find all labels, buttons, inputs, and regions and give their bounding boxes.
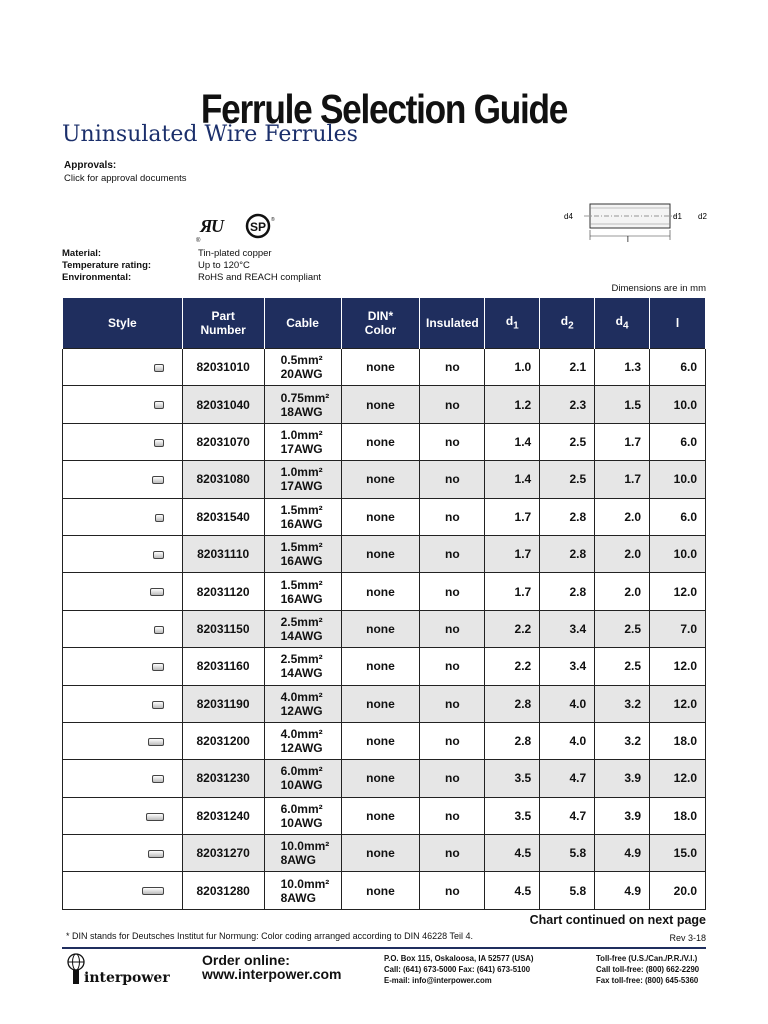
style-cell [63,573,183,610]
table-row [63,835,706,872]
l-cell: 18.0 [650,797,706,834]
l-cell: 12.0 [650,760,706,797]
part-number-cell: 82031280 [182,872,264,909]
header-d2: $d_2$ [540,298,595,349]
d1-cell: 2.2 [485,648,540,685]
diagram-d1-label: d1 [673,212,682,221]
ferrule-icon [152,701,164,709]
ferrule-icon [154,626,164,634]
insulated-cell: no [420,722,485,759]
din-color-cell: none [341,461,420,498]
table-row [63,423,706,460]
ferrule-icon [153,551,164,559]
style-cell [63,349,183,386]
style-cell [63,610,183,647]
part-number-cell: 82031270 [182,835,264,872]
style-cell [63,648,183,685]
ferrule-icon [154,439,164,447]
insulated-cell: no [420,573,485,610]
tollfree-call: Call toll-free: (800) 662-2290 [596,965,700,974]
l-cell: 12.0 [650,685,706,722]
d2-cell: 2.8 [540,498,595,535]
din-color-cell: none [341,423,420,460]
table-row [63,535,706,572]
d1-cell: 3.5 [485,760,540,797]
ferrule-icon [154,364,164,372]
d4-cell: 2.5 [595,610,650,647]
l-cell: 20.0 [650,872,706,909]
page-subtitle: Uninsulated Wire Ferrules [62,122,358,147]
d1-cell: 2.2 [485,610,540,647]
cable-cell: 0.75mm² 18AWG [264,386,341,423]
table-row [63,760,706,797]
ferrule-dimension-diagram [560,198,710,244]
d1-cell: 1.0 [485,349,540,386]
insulated-cell: no [420,461,485,498]
cable-cell: 6.0mm² 10AWG [264,760,341,797]
table-row [63,685,706,722]
part-number-cell: 82031240 [182,797,264,834]
part-number-cell: 82031110 [182,535,264,572]
header-style: Style [63,298,183,349]
svg-text:®: ® [271,217,275,223]
cable-cell: 2.5mm² 14AWG [264,648,341,685]
insulated-cell: no [420,648,485,685]
style-cell [63,685,183,722]
style-cell [63,872,183,909]
ferrule-icon [152,663,164,671]
d4-cell: 2.0 [595,573,650,610]
l-cell: 10.0 [650,386,706,423]
table-row [63,386,706,423]
d4-cell: 1.7 [595,423,650,460]
l-cell: 6.0 [650,423,706,460]
insulated-cell: no [420,797,485,834]
d1-cell: 1.4 [485,423,540,460]
style-cell [63,461,183,498]
approval-documents-link[interactable]: Click for approval documents [64,173,187,184]
d2-cell: 3.4 [540,610,595,647]
din-color-cell: none [341,722,420,759]
ferrule-icon [150,588,164,596]
style-cell [63,535,183,572]
approvals-heading: Approvals: [64,160,117,171]
cable-cell: 1.5mm² 16AWG [264,535,341,572]
header-d1: $d_1$ [485,298,540,349]
d2-cell: 2.1 [540,349,595,386]
insulated-cell: no [420,349,485,386]
part-number-cell: 82031070 [182,423,264,460]
d1-cell: 1.2 [485,386,540,423]
material-value: Tin-plated copper [198,248,272,259]
style-cell [63,835,183,872]
cable-cell: 1.0mm² 17AWG [264,423,341,460]
order-online-label: Order online: [202,952,290,968]
din-color-cell: none [341,573,420,610]
header-l: l [650,298,706,349]
continued-note: Chart continued on next page [529,913,706,927]
d4-cell: 1.3 [595,349,650,386]
material-label: Material: [62,248,102,259]
environmental-value: RoHS and REACH compliant [198,272,322,283]
ferrule-icon [142,887,164,895]
table-header-row [63,298,706,349]
insulated-cell: no [420,535,485,572]
svg-text:SP: SP [250,220,267,234]
style-cell [63,423,183,460]
din-color-cell: none [341,797,420,834]
header-din-color: DIN* Color [341,298,420,349]
address-line: P.O. Box 115, Oskaloosa, IA 52577 (USA) [384,954,534,963]
d4-cell: 3.2 [595,685,650,722]
d2-cell: 3.4 [540,648,595,685]
diagram-d2-label: d2 [698,212,707,221]
cable-cell: 4.0mm² 12AWG [264,685,341,722]
d1-cell: 2.8 [485,685,540,722]
l-cell: 10.0 [650,535,706,572]
table-row [63,498,706,535]
part-number-cell: 82031230 [182,760,264,797]
d1-cell: 1.7 [485,573,540,610]
d1-cell: 4.5 [485,835,540,872]
table-row [63,872,706,909]
din-color-cell: none [341,535,420,572]
part-number-cell: 82031200 [182,722,264,759]
d4-cell: 1.7 [595,461,650,498]
tollfree-heading: Toll-free (U.S./Can./P.R./V.I.) [596,954,698,963]
cable-cell: 1.0mm² 17AWG [264,461,341,498]
insulated-cell: no [420,610,485,647]
din-color-cell: none [341,386,420,423]
style-cell [63,498,183,535]
d2-cell: 2.8 [540,535,595,572]
svg-text:®: ® [196,238,201,244]
cable-cell: 2.5mm² 14AWG [264,610,341,647]
part-number-cell: 82031150 [182,610,264,647]
d2-cell: 2.3 [540,386,595,423]
page-title: Ferrule Selection Guide [200,86,568,132]
insulated-cell: no [420,685,485,722]
din-color-cell: none [341,760,420,797]
table-row [63,461,706,498]
l-cell: 12.0 [650,573,706,610]
email-link[interactable]: E-mail: info@interpower.com [384,976,492,985]
footer-divider [62,947,706,949]
cable-cell: 0.5mm² 20AWG [264,349,341,386]
d2-cell: 2.8 [540,573,595,610]
din-color-cell: none [341,872,420,909]
l-cell: 18.0 [650,722,706,759]
svg-text:Я: Я [200,216,213,236]
l-cell: 12.0 [650,648,706,685]
ferrule-icon [146,813,164,821]
cable-cell: 4.0mm² 12AWG [264,722,341,759]
d4-cell: 4.9 [595,872,650,909]
ferrule-icon [152,476,164,484]
table-row [63,349,706,386]
cable-cell: 10.0mm² 8AWG [264,835,341,872]
d2-cell: 5.8 [540,835,595,872]
din-color-cell: none [341,835,420,872]
header-cable: Cable [264,298,341,349]
d4-cell: 3.2 [595,722,650,759]
l-cell: 15.0 [650,835,706,872]
ferrule-icon [155,514,164,522]
csa-mark-icon [247,215,275,237]
d4-cell: 3.9 [595,797,650,834]
insulated-cell: no [420,872,485,909]
tollfree-fax: Fax toll-free: (800) 645-5360 [596,976,699,985]
website-link[interactable]: www.interpower.com [202,966,342,982]
header-part-number: Part Number [182,298,264,349]
din-footnote: * DIN stands for Deutsches Institut fur Normung: Color coding arranged according to DIN 46228 Teil 4. [66,931,474,941]
ferrule-icon [148,738,164,746]
temperature-label: Temperature rating: [62,260,152,271]
part-number-cell: 82031160 [182,648,264,685]
header-d4: $d_4$ [595,298,650,349]
din-color-cell: none [341,648,420,685]
interpower-logo [64,952,194,993]
insulated-cell: no [420,498,485,535]
d2-cell: 4.0 [540,722,595,759]
ferrule-icon [154,401,164,409]
din-color-cell: none [341,349,420,386]
ferrule-icon [152,775,164,783]
cable-cell: 1.5mm² 16AWG [264,498,341,535]
style-cell [63,760,183,797]
svg-text:U: U [211,216,224,236]
l-cell: 6.0 [650,498,706,535]
d1-cell: 1.7 [485,535,540,572]
part-number-cell: 82031190 [182,685,264,722]
d4-cell: 4.9 [595,835,650,872]
phone-line: Call: (641) 673-5000 Fax: (641) 673-5100 [384,965,531,974]
l-cell: 7.0 [650,610,706,647]
environmental-label: Environmental: [62,272,132,283]
cable-cell: 1.5mm² 16AWG [264,573,341,610]
diagram-l-label: l [627,235,629,244]
ul-mark-icon [196,216,225,244]
cable-cell: 10.0mm² 8AWG [264,872,341,909]
din-color-cell: none [341,610,420,647]
d2-cell: 4.0 [540,685,595,722]
style-cell [63,722,183,759]
temperature-value: Up to 120°C [198,260,250,271]
d4-cell: 2.5 [595,648,650,685]
insulated-cell: no [420,386,485,423]
certification-logos [196,210,286,246]
dimensions-note: Dimensions are in mm [611,283,706,294]
d1-cell: 3.5 [485,797,540,834]
d1-cell: 1.4 [485,461,540,498]
style-cell [63,386,183,423]
d4-cell: 3.9 [595,760,650,797]
logo-wordmark: interpower [84,970,170,986]
din-color-cell: none [341,498,420,535]
d2-cell: 4.7 [540,760,595,797]
d2-cell: 5.8 [540,872,595,909]
d1-cell: 1.7 [485,498,540,535]
part-number-cell: 82031540 [182,498,264,535]
globe-icon [68,954,84,984]
l-cell: 10.0 [650,461,706,498]
d1-cell: 4.5 [485,872,540,909]
ferrule-icon [148,850,164,858]
part-number-cell: 82031120 [182,573,264,610]
insulated-cell: no [420,835,485,872]
d2-cell: 2.5 [540,423,595,460]
table-row [63,797,706,834]
insulated-cell: no [420,423,485,460]
part-number-cell: 82031010 [182,349,264,386]
d2-cell: 2.5 [540,461,595,498]
table-row [63,610,706,647]
part-number-cell: 82031080 [182,461,264,498]
table-row [63,722,706,759]
insulated-cell: no [420,760,485,797]
part-number-cell: 82031040 [182,386,264,423]
d4-cell: 1.5 [595,386,650,423]
header-insulated: Insulated [420,298,485,349]
style-cell [63,797,183,834]
table-row [63,648,706,685]
diagram-d4-label: d4 [564,212,573,221]
d4-cell: 2.0 [595,498,650,535]
table-row [63,573,706,610]
ferrule-table [62,298,706,910]
cable-cell: 6.0mm² 10AWG [264,797,341,834]
d1-cell: 2.8 [485,722,540,759]
l-cell: 6.0 [650,349,706,386]
revision-label: Rev 3-18 [669,933,706,943]
d2-cell: 4.7 [540,797,595,834]
din-color-cell: none [341,685,420,722]
d4-cell: 2.0 [595,535,650,572]
